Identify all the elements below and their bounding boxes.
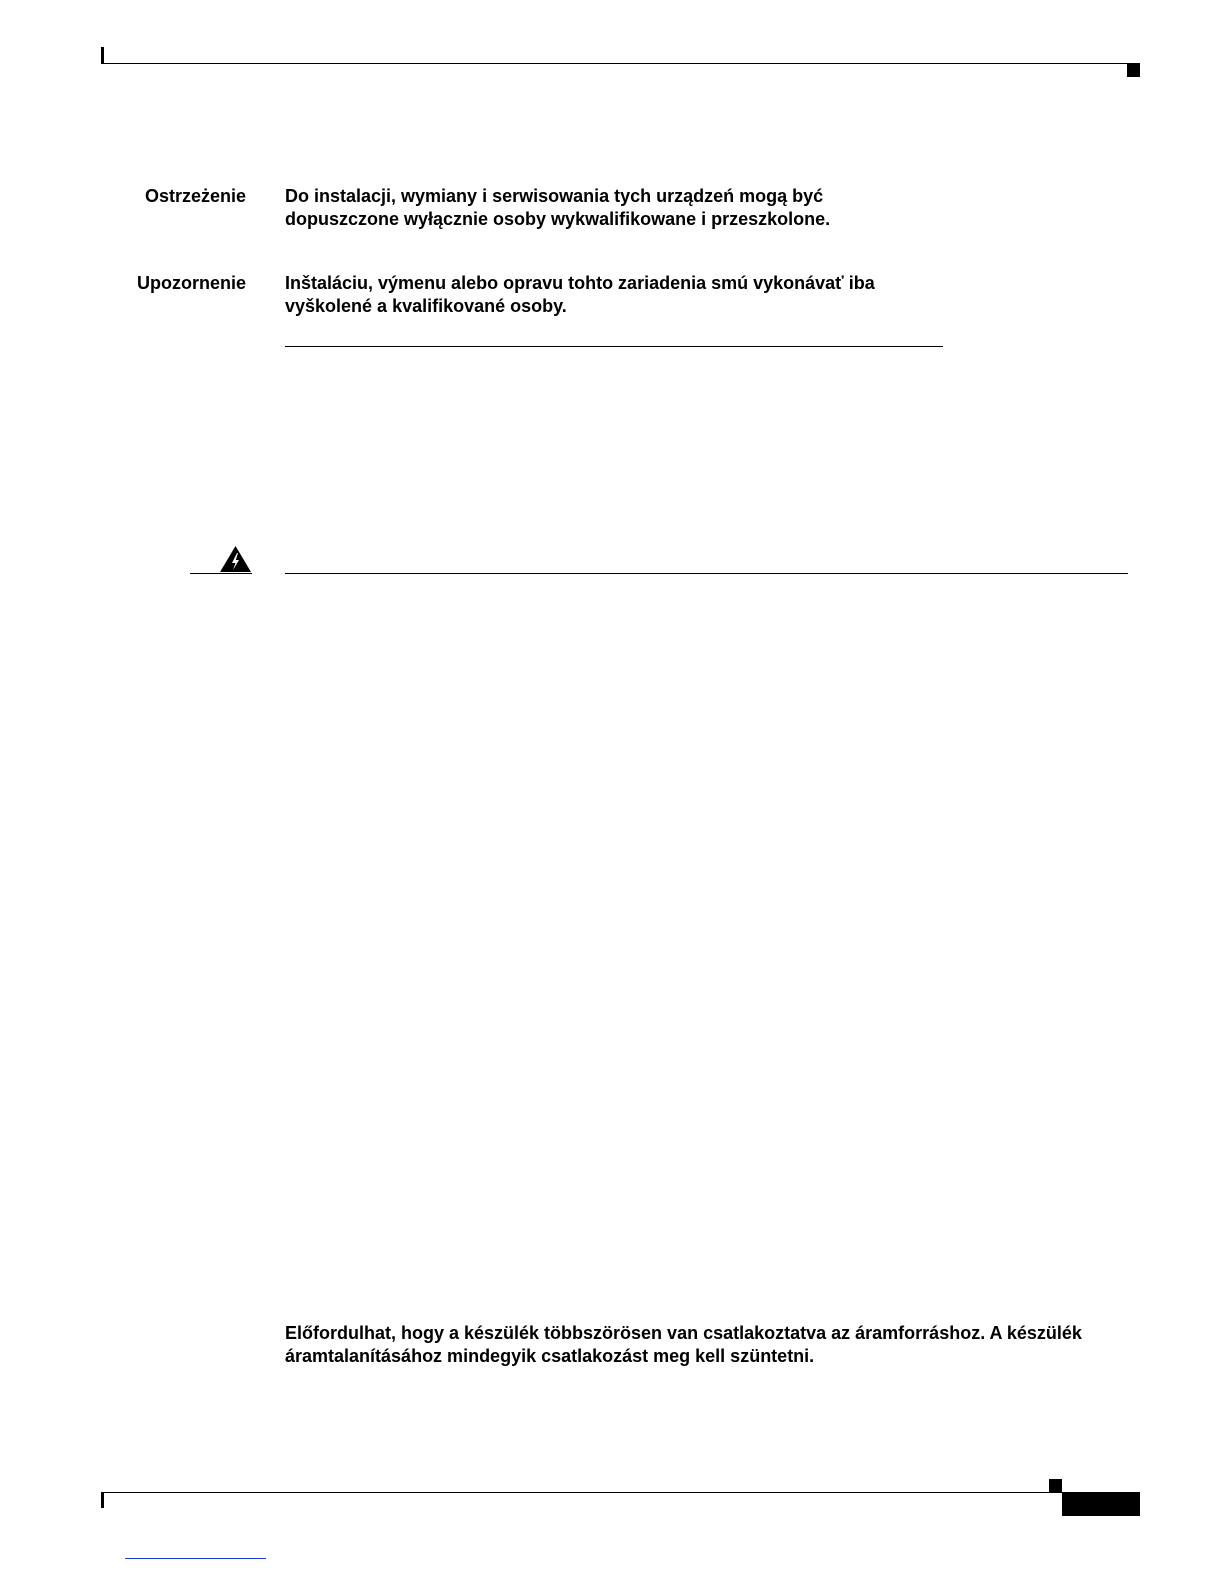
power-warning-text-hungarian [285,1322,1082,1368]
footer-link-underline[interactable] [125,1558,266,1559]
footer-left-tick [101,1493,104,1508]
warning-text-line: Do instalacji, wymiany i serwisowania tych urządzeń mogą być [285,186,824,206]
header-rule [101,63,1140,64]
footer-page-tab-block [1062,1492,1140,1516]
footer-rule [101,1492,1062,1493]
warning-label-slovak: Upozornenie [136,273,246,293]
header-right-square [1127,64,1140,77]
footer-square-mark [1049,1479,1062,1492]
warning-text-line: vyškolené a kvalifikované osoby. [285,296,567,316]
warning-text-polish [285,185,830,231]
hazard-section-rule [285,573,1128,574]
warning-label-polish: Ostrzeżenie [144,186,246,206]
warning-text-line: Előfordulhat, hogy a készülék többszörösen van csatlakoztatva az áramforráshoz. A készülék [285,1323,1082,1343]
header-left-tick [101,47,104,64]
warning-text-slovak [285,272,875,318]
warning-text-line: dopuszczone wyłącznie osoby wykwalifikowane i przeszkolone. [285,209,831,229]
warning-text-line: Inštaláciu, výmenu alebo opravu tohto zariadenia smú vykonávať iba [285,273,875,293]
electrical-hazard-warning-icon [219,545,252,573]
hazard-icon-underline [190,573,252,574]
warning-block-end-rule [285,346,943,347]
warning-text-line: áramtalanításához mindegyik csatlakozást meg kell szüntetni. [285,1346,815,1366]
